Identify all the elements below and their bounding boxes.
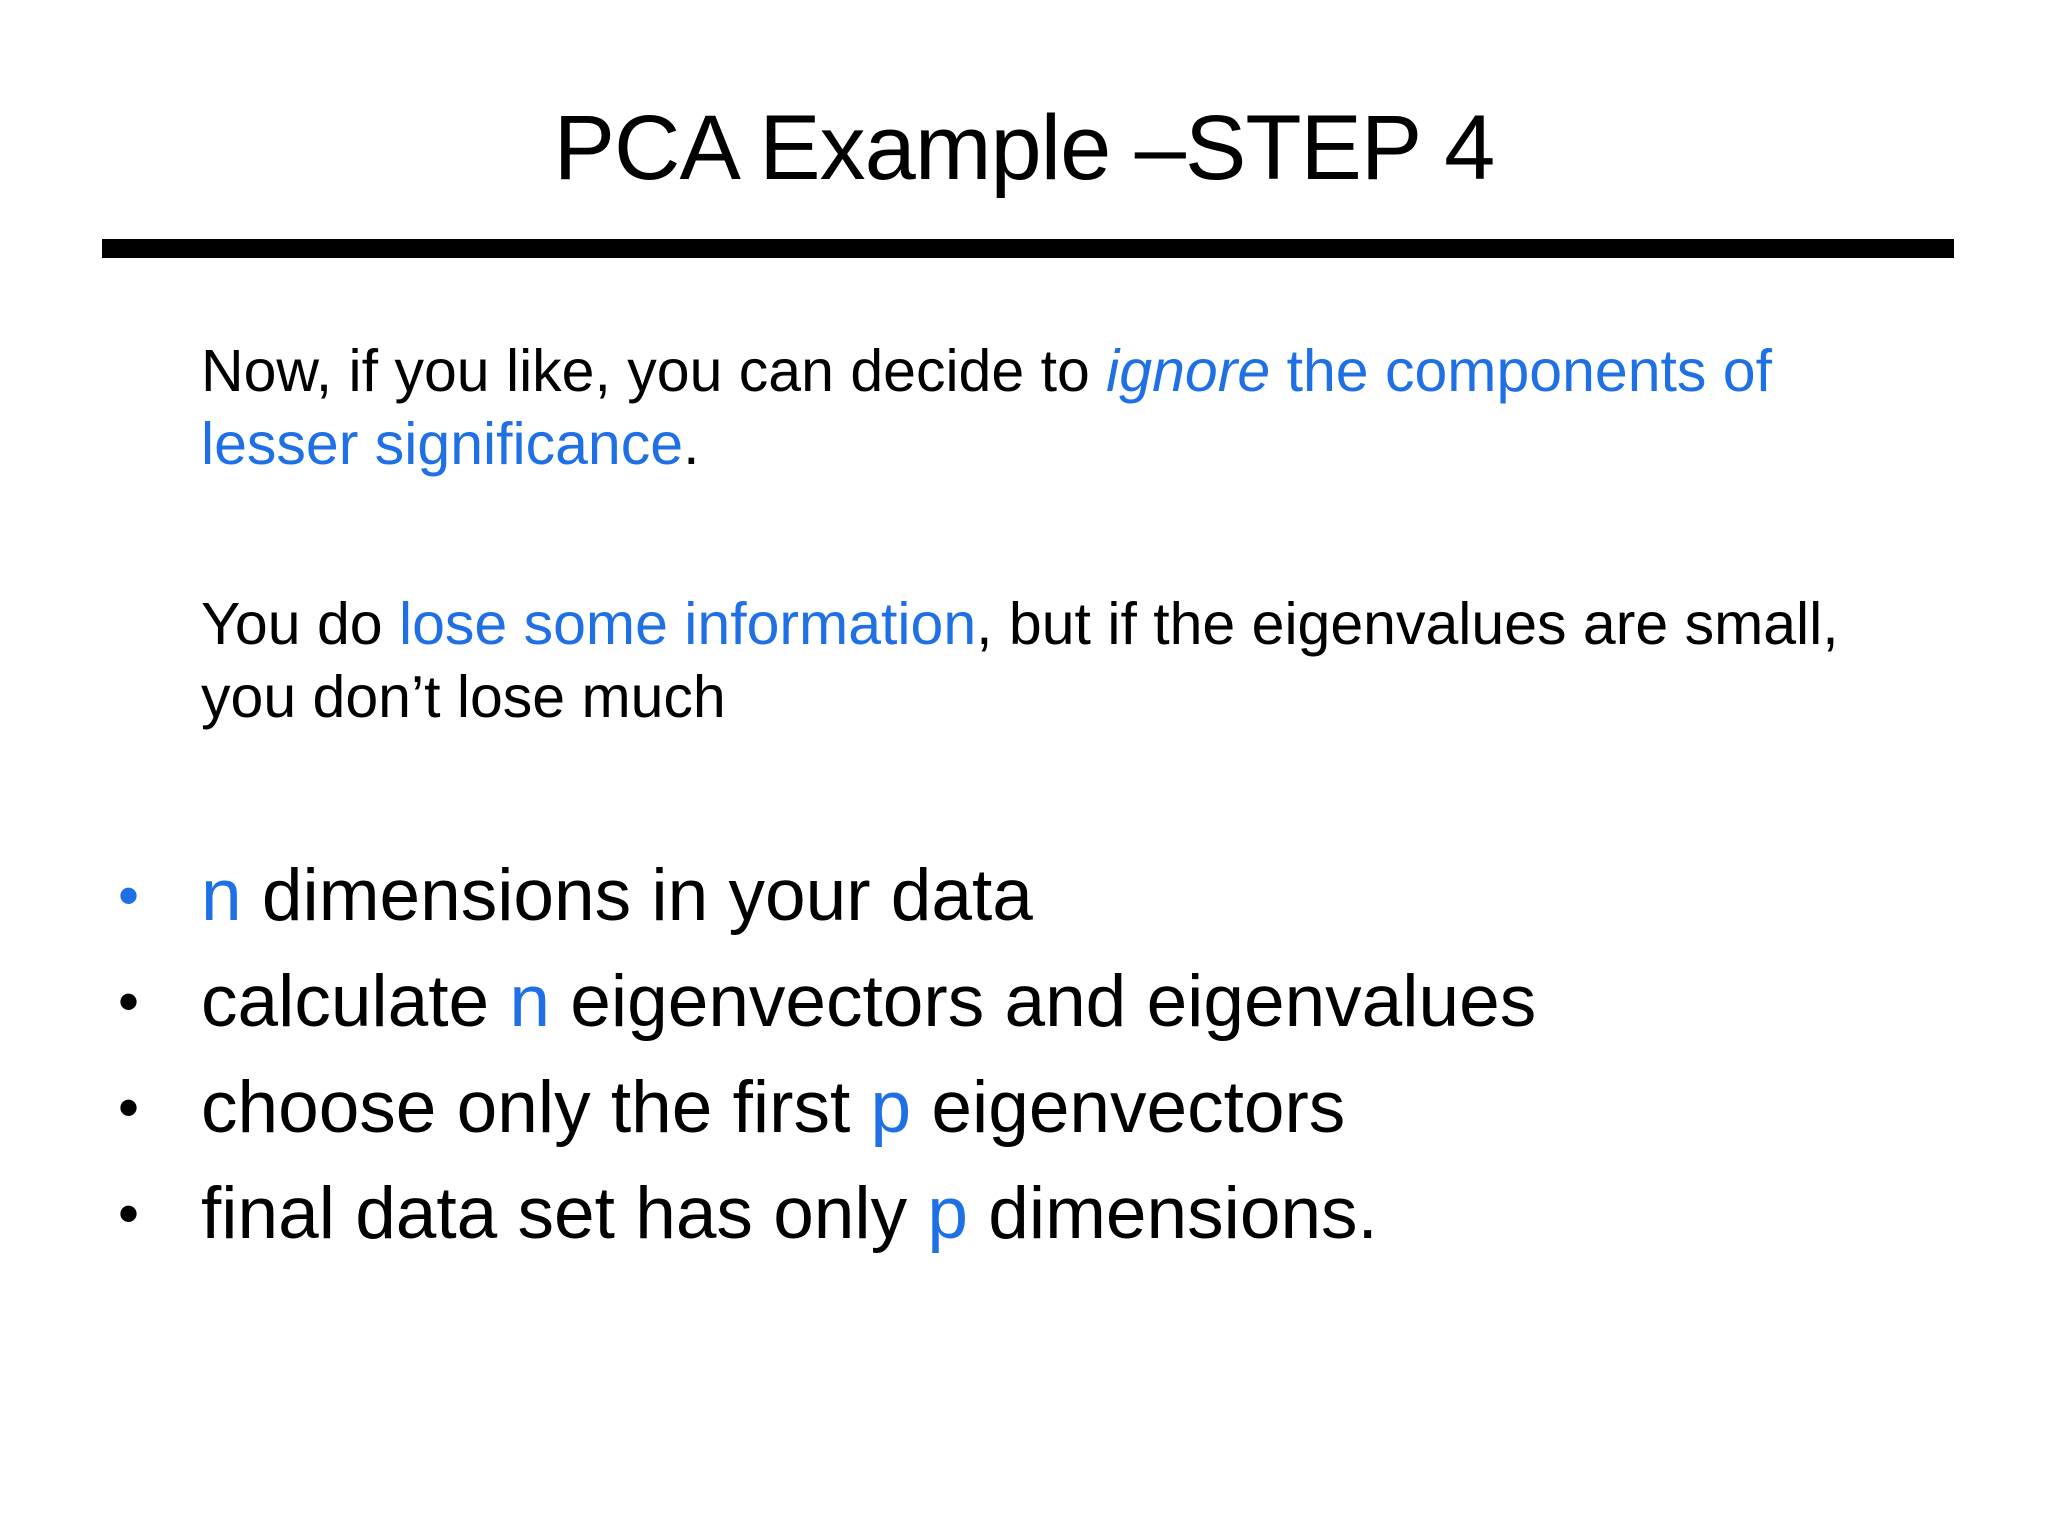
bullet-text bbox=[201, 1161, 1378, 1267]
bullet-variable: n bbox=[509, 961, 551, 1042]
title-divider bbox=[102, 239, 1954, 258]
paragraph1-text-1: Now, if you like, you can decide to bbox=[201, 338, 1107, 404]
bullet-item bbox=[118, 1161, 1938, 1267]
bullet-variable: n bbox=[201, 855, 242, 936]
bullet-dot-icon: • bbox=[118, 1180, 140, 1247]
bullet-item bbox=[118, 949, 1938, 1055]
bullet-item bbox=[118, 1055, 1938, 1161]
bullet-text bbox=[201, 843, 1033, 949]
bullet-pre: calculate bbox=[201, 961, 510, 1042]
bullet-list bbox=[118, 843, 1938, 1267]
bullet-text bbox=[201, 1055, 1345, 1161]
paragraph1-emphasis: ignore bbox=[1106, 338, 1271, 404]
bullet-post: dimensions in your data bbox=[241, 855, 1033, 936]
paragraph1-period: . bbox=[683, 411, 700, 477]
paragraph2-text-2: , but if the eigenvalues are small, you don’t lose much bbox=[201, 591, 1839, 730]
slide-title: PCA Example –STEP 4 bbox=[553, 97, 1495, 199]
bullet-dot-icon: • bbox=[118, 968, 140, 1035]
bullet-dot-icon: • bbox=[118, 862, 140, 929]
bullet-post: dimensions. bbox=[968, 1173, 1378, 1254]
bullet-variable: p bbox=[927, 1173, 969, 1254]
bullet-variable: p bbox=[870, 1067, 912, 1148]
paragraph2-highlight: lose some information bbox=[398, 591, 977, 657]
bullet-post: eigenvectors bbox=[911, 1067, 1346, 1148]
bullet-pre: final data set has only bbox=[201, 1173, 928, 1254]
bullet-pre: choose only the first bbox=[201, 1067, 871, 1148]
paragraph1-highlight: the components of lesser significance bbox=[201, 338, 1773, 477]
bullet-item bbox=[118, 843, 1938, 949]
bullet-post: eigenvectors and eigenvalues bbox=[550, 961, 1537, 1042]
paragraph2-text-1: You do bbox=[201, 591, 399, 657]
paragraph-lose-information bbox=[201, 588, 1941, 734]
bullet-text bbox=[201, 949, 1536, 1055]
bullet-dot-icon: • bbox=[118, 1074, 140, 1141]
paragraph-ignore-components bbox=[201, 335, 1941, 481]
